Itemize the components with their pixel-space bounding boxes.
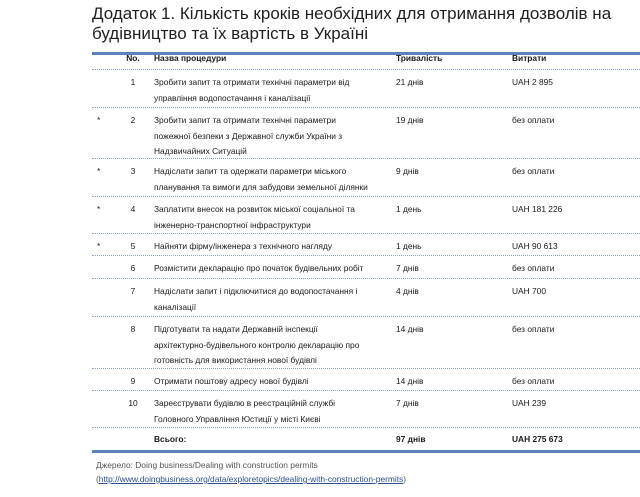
procedure-name-line: Головного Управління Юстиції у місті Києві bbox=[154, 413, 321, 424]
row-marker: * bbox=[97, 166, 101, 176]
procedure-name bbox=[154, 75, 349, 106]
source-link[interactable]: http://www.doingbusiness.org/data/exploretopics/dealing-with-construction-permits bbox=[98, 474, 404, 484]
procedure-name-line: готовність для використання нової будівлі bbox=[154, 355, 317, 365]
procedure-name bbox=[154, 322, 359, 369]
source-note: Джерело: Doing business/Dealing with construction permits bbox=[96, 460, 318, 470]
procedure-name-line: пожежної безпеки з Державної служби України з bbox=[154, 130, 343, 141]
total-cost: UAH 275 673 bbox=[512, 434, 563, 444]
procedure-name-line: Підготувати та надати Державній інспекції bbox=[154, 324, 318, 334]
row-separator bbox=[92, 255, 640, 256]
procedure-name-line: інженерно-транспортної інфраструктури bbox=[154, 219, 311, 230]
table-bottom-rule bbox=[92, 450, 640, 453]
procedure-name bbox=[154, 113, 342, 160]
procedure-cost: UAH 181 226 bbox=[512, 204, 563, 214]
procedure-name-line: Розмістити декларацію про початок будівельних робіт bbox=[154, 263, 364, 273]
row-number: 7 bbox=[130, 286, 136, 296]
procedure-name bbox=[154, 261, 364, 277]
header-name: Назва процедури bbox=[154, 53, 227, 63]
row-separator bbox=[92, 278, 640, 279]
header-duration: Тривалість bbox=[396, 53, 443, 63]
row-separator bbox=[92, 427, 640, 428]
row-number: 5 bbox=[130, 241, 136, 251]
row-separator bbox=[92, 316, 640, 317]
row-number: 9 bbox=[130, 376, 136, 386]
header-cost: Витрати bbox=[512, 53, 547, 63]
procedure-name-line: планування та вимоги для забудови земельної ділянки bbox=[154, 181, 368, 192]
row-separator bbox=[92, 158, 640, 159]
source-link-close: ) bbox=[403, 474, 407, 484]
procedure-name bbox=[154, 202, 355, 233]
row-number: 10 bbox=[128, 398, 138, 408]
total-duration: 97 днів bbox=[396, 434, 426, 444]
procedure-cost: без оплати bbox=[512, 324, 555, 334]
row-separator bbox=[92, 368, 640, 369]
procedure-cost: без оплати bbox=[512, 376, 555, 386]
row-marker: * bbox=[97, 204, 101, 214]
procedure-cost: без оплати bbox=[512, 263, 555, 273]
procedure-duration: 9 днів bbox=[396, 166, 419, 176]
header-no: No. bbox=[126, 53, 140, 63]
procedure-duration: 21 днів bbox=[396, 77, 424, 87]
procedure-duration: 19 днів bbox=[396, 115, 424, 125]
row-number: 3 bbox=[130, 166, 136, 176]
procedure-name-line: Надіслати запит та одержати параметри міського bbox=[154, 166, 347, 176]
row-marker: * bbox=[97, 115, 101, 125]
row-number: 2 bbox=[130, 115, 136, 125]
procedure-duration: 14 днів bbox=[396, 324, 424, 334]
procedure-name-line: Найняти фірму/інженера з технічного нагляду bbox=[154, 241, 333, 251]
page-title: Додаток 1. Кількість кроків необхідних для отримання дозволів на будівництво та їх вартість в Україні bbox=[92, 4, 612, 43]
row-number: 6 bbox=[130, 263, 136, 273]
procedure-name-line: архітектурно-будівельного контролю декларацію про bbox=[154, 339, 360, 350]
procedure-name bbox=[154, 284, 357, 315]
procedure-name-line: Зареєструвати будівлю в реєстраційній службі bbox=[154, 398, 336, 408]
source-link-line bbox=[96, 472, 406, 486]
procedure-duration: 1 день bbox=[396, 204, 422, 214]
procedure-cost: UAH 90 613 bbox=[512, 241, 558, 251]
procedure-duration: 4 днів bbox=[396, 286, 419, 296]
row-number: 1 bbox=[130, 77, 136, 87]
procedure-name bbox=[154, 239, 332, 255]
procedure-name-line: каналізації bbox=[154, 301, 197, 312]
procedure-duration: 1 день bbox=[396, 241, 422, 251]
row-separator bbox=[92, 196, 640, 197]
row-separator bbox=[92, 233, 640, 234]
header-separator bbox=[92, 69, 640, 70]
procedure-name-line: управління водопостачання і каналізації bbox=[154, 92, 311, 103]
procedure-name-line: Надіслати запит і підключитися до водопостачання і bbox=[154, 286, 358, 296]
procedure-name-line: Надзвичайних Ситуацій bbox=[154, 146, 247, 156]
procedure-name bbox=[154, 374, 309, 390]
procedure-name bbox=[154, 164, 368, 195]
row-separator bbox=[92, 390, 640, 391]
source-link-open: ( bbox=[96, 474, 99, 484]
procedure-duration: 7 днів bbox=[396, 263, 419, 273]
procedure-duration: 14 днів bbox=[396, 376, 424, 386]
procedure-name bbox=[154, 396, 335, 427]
row-separator bbox=[92, 107, 640, 108]
row-marker: * bbox=[97, 241, 101, 251]
procedure-name-line: Заплатити внесок на розвиток міської соціальної та bbox=[154, 204, 355, 214]
procedure-cost: UAH 2 895 bbox=[512, 77, 553, 87]
procedure-cost: без оплати bbox=[512, 166, 555, 176]
procedure-duration: 7 днів bbox=[396, 398, 419, 408]
row-number: 4 bbox=[130, 204, 136, 214]
row-number: 8 bbox=[130, 324, 136, 334]
procedure-name-line: Зробити запит та отримати технічні параметри від bbox=[154, 77, 350, 87]
procedure-cost: UAH 239 bbox=[512, 398, 546, 408]
procedure-cost: без оплати bbox=[512, 115, 555, 125]
procedure-cost: UAH 700 bbox=[512, 286, 546, 296]
procedure-name-line: Зробити запит та отримати технічні параметри bbox=[154, 115, 336, 125]
total-label: Всього: bbox=[154, 434, 187, 444]
procedure-name-line: Отримати поштову адресу нової будівлі bbox=[154, 376, 309, 386]
